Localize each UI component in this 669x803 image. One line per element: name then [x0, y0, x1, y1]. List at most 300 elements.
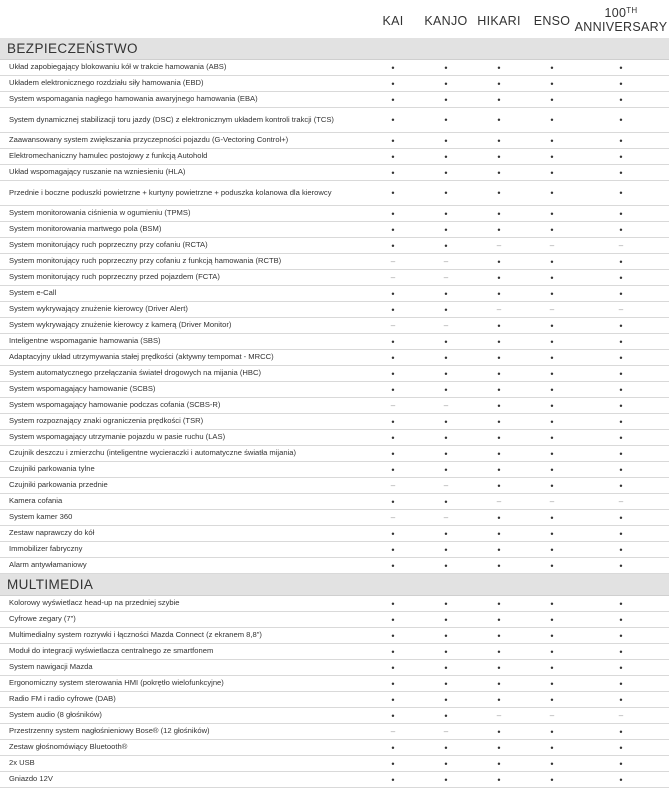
- table-row: [0, 76, 669, 92]
- feature-available-mark: •: [619, 384, 623, 395]
- spec-table: [0, 38, 669, 788]
- table-row: [0, 60, 669, 76]
- table-row: [0, 133, 669, 149]
- feature-available-mark: •: [619, 336, 623, 347]
- feature-available-mark: •: [444, 774, 448, 785]
- feature-available-mark: •: [550, 598, 554, 609]
- feature-available-mark: •: [391, 384, 395, 395]
- feature-available-mark: •: [497, 694, 501, 705]
- feature-available-mark: •: [619, 662, 623, 673]
- feature-unavailable-mark: –: [496, 240, 502, 250]
- feature-unavailable-mark: –: [496, 304, 502, 314]
- feature-available-mark: •: [619, 464, 623, 475]
- col-kai: KAI: [382, 14, 404, 28]
- feature-unavailable-mark: –: [390, 726, 396, 736]
- feature-available-mark: •: [550, 272, 554, 283]
- feature-available-mark: •: [550, 480, 554, 491]
- feature-unavailable-mark: –: [390, 512, 396, 522]
- feature-label: System monitorujący ruch poprzeczny przed pojazdem (FCTA): [9, 272, 220, 282]
- feature-available-mark: •: [619, 742, 623, 753]
- feature-available-mark: •: [550, 167, 554, 178]
- feature-available-mark: •: [444, 614, 448, 625]
- feature-available-mark: •: [619, 630, 623, 641]
- feature-available-mark: •: [497, 560, 501, 571]
- feature-label: System monitorowania ciśnienia w ogumieniu (TPMS): [9, 208, 191, 218]
- feature-unavailable-mark: –: [618, 304, 624, 314]
- feature-available-mark: •: [444, 115, 448, 125]
- feature-available-mark: •: [391, 528, 395, 539]
- feature-available-mark: •: [550, 151, 554, 162]
- feature-available-mark: •: [550, 384, 554, 395]
- feature-available-mark: •: [391, 208, 395, 219]
- feature-unavailable-mark: –: [443, 726, 449, 736]
- table-row: [0, 270, 669, 286]
- feature-label: Zestaw głośnomówiący Bluetooth®: [9, 742, 128, 752]
- feature-available-mark: •: [550, 630, 554, 641]
- feature-available-mark: •: [497, 115, 501, 125]
- feature-available-mark: •: [619, 62, 623, 73]
- feature-available-mark: •: [391, 662, 395, 673]
- feature-unavailable-mark: –: [390, 400, 396, 410]
- feature-label: System automatycznego przełączania świateł drogowych na mijania (HBC): [9, 368, 261, 378]
- feature-available-mark: •: [619, 448, 623, 459]
- feature-available-mark: •: [444, 742, 448, 753]
- feature-label: Czujniki parkowania przednie: [9, 480, 108, 490]
- feature-unavailable-mark: –: [443, 400, 449, 410]
- feature-available-mark: •: [550, 256, 554, 267]
- table-row: [0, 206, 669, 222]
- feature-available-mark: •: [391, 336, 395, 347]
- feature-label: Gniazdo 12V: [9, 774, 53, 784]
- feature-label: Zaawansowany system zwiększania przyczepności pojazdu (G-Vectoring Control+): [9, 135, 289, 145]
- feature-available-mark: •: [619, 94, 623, 105]
- feature-available-mark: •: [444, 678, 448, 689]
- section-title: BEZPIECZEŃSTWO: [7, 41, 138, 56]
- feature-available-mark: •: [391, 288, 395, 299]
- feature-available-mark: •: [497, 598, 501, 609]
- feature-available-mark: •: [391, 464, 395, 475]
- feature-available-mark: •: [444, 368, 448, 379]
- feature-available-mark: •: [497, 135, 501, 146]
- feature-label: Immobilizer fabryczny: [9, 544, 83, 554]
- table-row: [0, 510, 669, 526]
- feature-available-mark: •: [391, 598, 395, 609]
- feature-available-mark: •: [497, 62, 501, 73]
- column-header: [0, 0, 669, 38]
- feature-label: System monitorujący ruch poprzeczny przy cofaniu z funkcją hamowania (RCTB): [9, 256, 282, 266]
- feature-available-mark: •: [550, 646, 554, 657]
- feature-available-mark: •: [391, 758, 395, 769]
- feature-unavailable-mark: –: [618, 710, 624, 720]
- feature-available-mark: •: [550, 678, 554, 689]
- feature-available-mark: •: [619, 256, 623, 267]
- feature-available-mark: •: [444, 62, 448, 73]
- feature-available-mark: •: [497, 256, 501, 267]
- feature-label: System kamer 360: [9, 512, 73, 522]
- feature-available-mark: •: [444, 188, 448, 198]
- feature-label: System monitorowania martwego pola (BSM): [9, 224, 162, 234]
- feature-available-mark: •: [497, 512, 501, 523]
- feature-label: System rozpoznający znaki ograniczenia prędkości (TSR): [9, 416, 204, 426]
- feature-available-mark: •: [497, 288, 501, 299]
- feature-available-mark: •: [391, 240, 395, 251]
- feature-unavailable-mark: –: [390, 272, 396, 282]
- feature-available-mark: •: [497, 416, 501, 427]
- feature-available-mark: •: [497, 224, 501, 235]
- feature-available-mark: •: [619, 115, 623, 125]
- feature-available-mark: •: [550, 528, 554, 539]
- feature-available-mark: •: [497, 432, 501, 443]
- feature-available-mark: •: [550, 726, 554, 737]
- table-row: [0, 108, 669, 133]
- feature-available-mark: •: [550, 448, 554, 459]
- feature-label: Przestrzenny system nagłośnieniowy Bose® (12 głośników): [9, 726, 210, 736]
- feature-available-mark: •: [391, 448, 395, 459]
- feature-available-mark: •: [391, 115, 395, 125]
- feature-available-mark: •: [550, 94, 554, 105]
- feature-available-mark: •: [444, 167, 448, 178]
- feature-available-mark: •: [444, 151, 448, 162]
- feature-label: System wykrywający znużenie kierowcy z kamerą (Driver Monitor): [9, 320, 232, 330]
- feature-available-mark: •: [619, 188, 623, 198]
- feature-available-mark: •: [444, 710, 448, 721]
- feature-label: Cyfrowe zegary (7"): [9, 614, 76, 624]
- feature-available-mark: •: [391, 496, 395, 507]
- feature-available-mark: •: [497, 151, 501, 162]
- feature-available-mark: •: [550, 208, 554, 219]
- feature-available-mark: •: [550, 224, 554, 235]
- feature-unavailable-mark: –: [496, 710, 502, 720]
- feature-available-mark: •: [550, 78, 554, 89]
- feature-label: 2x USB: [9, 758, 35, 768]
- feature-available-mark: •: [619, 151, 623, 162]
- feature-available-mark: •: [444, 94, 448, 105]
- feature-available-mark: •: [619, 78, 623, 89]
- feature-available-mark: •: [619, 726, 623, 737]
- feature-available-mark: •: [497, 614, 501, 625]
- feature-label: System nawigacji Mazda: [9, 662, 93, 672]
- col-anniversary-label: ANNIVERSARY: [574, 20, 668, 34]
- table-row: [0, 302, 669, 318]
- feature-available-mark: •: [619, 167, 623, 178]
- feature-available-mark: •: [444, 224, 448, 235]
- feature-available-mark: •: [619, 224, 623, 235]
- feature-label: Adaptacyjny układ utrzymywania stałej prędkości (aktywny tempomat - MRCC): [9, 352, 274, 362]
- feature-label: System dynamicznej stabilizacji toru jazdy (DSC) z elektronicznym układem kontroli trakcji (TCS): [9, 114, 334, 124]
- feature-available-mark: •: [497, 94, 501, 105]
- table-row: [0, 558, 669, 574]
- feature-available-mark: •: [444, 464, 448, 475]
- feature-unavailable-mark: –: [618, 496, 624, 506]
- feature-label: Przednie i boczne poduszki powietrzne + kurtyny powietrzne + poduszka kolanowa dla kierowcy: [9, 187, 332, 197]
- table-row: [0, 478, 669, 494]
- feature-available-mark: •: [619, 512, 623, 523]
- feature-label: System wspomagający hamowanie (SCBS): [9, 384, 156, 394]
- feature-available-mark: •: [444, 662, 448, 673]
- feature-available-mark: •: [497, 528, 501, 539]
- feature-available-mark: •: [550, 62, 554, 73]
- feature-available-mark: •: [497, 480, 501, 491]
- feature-available-mark: •: [619, 758, 623, 769]
- feature-available-mark: •: [444, 208, 448, 219]
- feature-available-mark: •: [444, 544, 448, 555]
- table-row: [0, 398, 669, 414]
- feature-available-mark: •: [391, 188, 395, 198]
- feature-available-mark: •: [497, 464, 501, 475]
- col-100-number: 100: [604, 6, 627, 20]
- feature-available-mark: •: [497, 167, 501, 178]
- col-kanjo: KANJO: [424, 14, 468, 28]
- feature-available-mark: •: [444, 384, 448, 395]
- feature-available-mark: •: [619, 598, 623, 609]
- feature-available-mark: •: [619, 774, 623, 785]
- feature-available-mark: •: [497, 208, 501, 219]
- feature-available-mark: •: [497, 336, 501, 347]
- feature-available-mark: •: [497, 368, 501, 379]
- table-row: [0, 318, 669, 334]
- col-th-suffix: TH: [626, 6, 638, 15]
- feature-available-mark: •: [550, 115, 554, 125]
- table-row: [0, 644, 669, 660]
- feature-label: Układ zapobiegający blokowaniu kół w trakcie hamowania (ABS): [9, 62, 227, 72]
- table-row: [0, 676, 669, 692]
- feature-available-mark: •: [619, 400, 623, 411]
- feature-available-mark: •: [444, 135, 448, 146]
- feature-available-mark: •: [444, 560, 448, 571]
- feature-available-mark: •: [550, 742, 554, 753]
- feature-available-mark: •: [444, 528, 448, 539]
- feature-available-mark: •: [391, 62, 395, 73]
- table-row: [0, 334, 669, 350]
- feature-available-mark: •: [550, 544, 554, 555]
- section-header: [0, 38, 669, 60]
- feature-label: Ergonomiczny system sterowania HMI (pokrętło wielofunkcyjne): [9, 678, 224, 688]
- feature-available-mark: •: [391, 694, 395, 705]
- feature-unavailable-mark: –: [443, 320, 449, 330]
- table-row: [0, 430, 669, 446]
- feature-available-mark: •: [619, 272, 623, 283]
- feature-label: Elektromechaniczny hamulec postojowy z funkcją Autohold: [9, 151, 208, 161]
- feature-label: Czujnik deszczu i zmierzchu (inteligentne wycieraczki i automatyczne światła mijania): [9, 448, 296, 458]
- feature-available-mark: •: [391, 432, 395, 443]
- feature-available-mark: •: [550, 352, 554, 363]
- feature-available-mark: •: [391, 646, 395, 657]
- feature-available-mark: •: [619, 416, 623, 427]
- feature-available-mark: •: [391, 614, 395, 625]
- feature-label: Układem elektronicznego rozdziału siły hamowania (EBD): [9, 78, 204, 88]
- feature-available-mark: •: [444, 240, 448, 251]
- feature-available-mark: •: [619, 528, 623, 539]
- feature-available-mark: •: [497, 646, 501, 657]
- section-header: [0, 574, 669, 596]
- feature-available-mark: •: [444, 432, 448, 443]
- table-row: [0, 542, 669, 558]
- feature-label: Alarm antywłamaniowy: [9, 560, 87, 570]
- feature-available-mark: •: [444, 304, 448, 315]
- feature-available-mark: •: [550, 368, 554, 379]
- feature-available-mark: •: [391, 742, 395, 753]
- feature-unavailable-mark: –: [390, 256, 396, 266]
- feature-available-mark: •: [497, 774, 501, 785]
- table-row: [0, 462, 669, 478]
- feature-available-mark: •: [444, 336, 448, 347]
- feature-label: Moduł do integracji wyświetlacza centralnego ze smartfonem: [9, 646, 214, 656]
- table-row: [0, 526, 669, 542]
- feature-label: System monitorujący ruch poprzeczny przy cofaniu (RCTA): [9, 240, 208, 250]
- feature-available-mark: •: [497, 742, 501, 753]
- table-row: [0, 494, 669, 510]
- feature-label: Inteligentne wspomaganie hamowania (SBS): [9, 336, 161, 346]
- feature-available-mark: •: [391, 224, 395, 235]
- feature-available-mark: •: [497, 400, 501, 411]
- feature-unavailable-mark: –: [496, 496, 502, 506]
- feature-available-mark: •: [444, 416, 448, 427]
- feature-unavailable-mark: –: [549, 496, 555, 506]
- feature-available-mark: •: [497, 352, 501, 363]
- table-row: [0, 366, 669, 382]
- feature-available-mark: •: [497, 448, 501, 459]
- feature-unavailable-mark: –: [549, 710, 555, 720]
- feature-available-mark: •: [444, 630, 448, 641]
- table-row: [0, 708, 669, 724]
- table-row: [0, 222, 669, 238]
- feature-available-mark: •: [391, 135, 395, 146]
- feature-available-mark: •: [391, 544, 395, 555]
- feature-available-mark: •: [497, 630, 501, 641]
- feature-available-mark: •: [391, 304, 395, 315]
- table-row: [0, 596, 669, 612]
- feature-available-mark: •: [391, 678, 395, 689]
- feature-available-mark: •: [391, 167, 395, 178]
- feature-available-mark: •: [619, 320, 623, 331]
- table-row: [0, 149, 669, 165]
- feature-label: System wykrywający znużenie kierowcy (Driver Alert): [9, 304, 188, 314]
- feature-available-mark: •: [444, 694, 448, 705]
- feature-available-mark: •: [391, 368, 395, 379]
- table-row: [0, 612, 669, 628]
- feature-available-mark: •: [550, 512, 554, 523]
- col-hikari: HIKARI: [477, 14, 521, 28]
- feature-available-mark: •: [444, 598, 448, 609]
- feature-available-mark: •: [497, 726, 501, 737]
- table-row: [0, 414, 669, 430]
- feature-label: Radio FM i radio cyfrowe (DAB): [9, 694, 116, 704]
- feature-label: System audio (8 głośników): [9, 710, 102, 720]
- feature-available-mark: •: [550, 288, 554, 299]
- feature-unavailable-mark: –: [549, 240, 555, 250]
- table-row: [0, 254, 669, 270]
- feature-available-mark: •: [550, 694, 554, 705]
- feature-available-mark: •: [619, 614, 623, 625]
- table-row: [0, 772, 669, 788]
- table-row: [0, 628, 669, 644]
- feature-available-mark: •: [497, 678, 501, 689]
- feature-available-mark: •: [550, 560, 554, 571]
- feature-unavailable-mark: –: [549, 304, 555, 314]
- feature-label: Kamera cofania: [9, 496, 63, 506]
- feature-available-mark: •: [444, 288, 448, 299]
- feature-label: System wspomagający hamowanie podczas cofania (SCBS-R): [9, 400, 221, 410]
- feature-available-mark: •: [391, 774, 395, 785]
- feature-available-mark: •: [444, 496, 448, 507]
- feature-available-mark: •: [550, 135, 554, 146]
- feature-available-mark: •: [550, 188, 554, 198]
- feature-available-mark: •: [391, 94, 395, 105]
- section-title: MULTIMEDIA: [7, 577, 94, 592]
- feature-unavailable-mark: –: [618, 240, 624, 250]
- feature-available-mark: •: [391, 710, 395, 721]
- feature-unavailable-mark: –: [443, 256, 449, 266]
- feature-available-mark: •: [619, 560, 623, 571]
- feature-available-mark: •: [550, 774, 554, 785]
- feature-available-mark: •: [497, 758, 501, 769]
- feature-available-mark: •: [550, 400, 554, 411]
- table-row: [0, 350, 669, 366]
- feature-label: System wspomagający utrzymanie pojazdu w pasie ruchu (LAS): [9, 432, 226, 442]
- feature-available-mark: •: [619, 678, 623, 689]
- feature-available-mark: •: [550, 662, 554, 673]
- table-row: [0, 181, 669, 206]
- feature-label: Multimedialny system rozrywki i łączności Mazda Connect (z ekranem 8,8"): [9, 630, 262, 640]
- feature-available-mark: •: [497, 544, 501, 555]
- feature-available-mark: •: [497, 384, 501, 395]
- feature-label: System e-Call: [9, 288, 57, 298]
- feature-unavailable-mark: –: [443, 512, 449, 522]
- col-enso: ENSO: [533, 14, 571, 28]
- feature-available-mark: •: [444, 352, 448, 363]
- feature-available-mark: •: [550, 464, 554, 475]
- feature-available-mark: •: [619, 480, 623, 491]
- feature-available-mark: •: [550, 320, 554, 331]
- feature-available-mark: •: [444, 646, 448, 657]
- feature-available-mark: •: [550, 416, 554, 427]
- feature-available-mark: •: [444, 448, 448, 459]
- feature-available-mark: •: [550, 336, 554, 347]
- feature-available-mark: •: [497, 320, 501, 331]
- feature-unavailable-mark: –: [443, 480, 449, 490]
- feature-label: Układ wspomagający ruszanie na wzniesieniu (HLA): [9, 167, 186, 177]
- feature-label: Zestaw naprawczy do kół: [9, 528, 95, 538]
- table-row: [0, 446, 669, 462]
- feature-unavailable-mark: –: [390, 320, 396, 330]
- feature-available-mark: •: [619, 135, 623, 146]
- feature-available-mark: •: [444, 78, 448, 89]
- table-row: [0, 92, 669, 108]
- feature-available-mark: •: [550, 614, 554, 625]
- feature-unavailable-mark: –: [443, 272, 449, 282]
- table-row: [0, 724, 669, 740]
- feature-available-mark: •: [391, 78, 395, 89]
- table-row: [0, 238, 669, 254]
- feature-available-mark: •: [619, 288, 623, 299]
- feature-available-mark: •: [550, 432, 554, 443]
- feature-available-mark: •: [619, 208, 623, 219]
- feature-label: System wspomagania nagłego hamowania awaryjnego hamowania (EBA): [9, 94, 258, 104]
- feature-available-mark: •: [391, 151, 395, 162]
- feature-available-mark: •: [619, 544, 623, 555]
- feature-available-mark: •: [619, 694, 623, 705]
- feature-available-mark: •: [444, 758, 448, 769]
- feature-available-mark: •: [619, 646, 623, 657]
- table-row: [0, 740, 669, 756]
- feature-available-mark: •: [391, 416, 395, 427]
- feature-available-mark: •: [497, 78, 501, 89]
- table-row: [0, 660, 669, 676]
- feature-label: Czujniki parkowania tylne: [9, 464, 95, 474]
- feature-available-mark: •: [391, 352, 395, 363]
- feature-unavailable-mark: –: [390, 480, 396, 490]
- feature-available-mark: •: [497, 662, 501, 673]
